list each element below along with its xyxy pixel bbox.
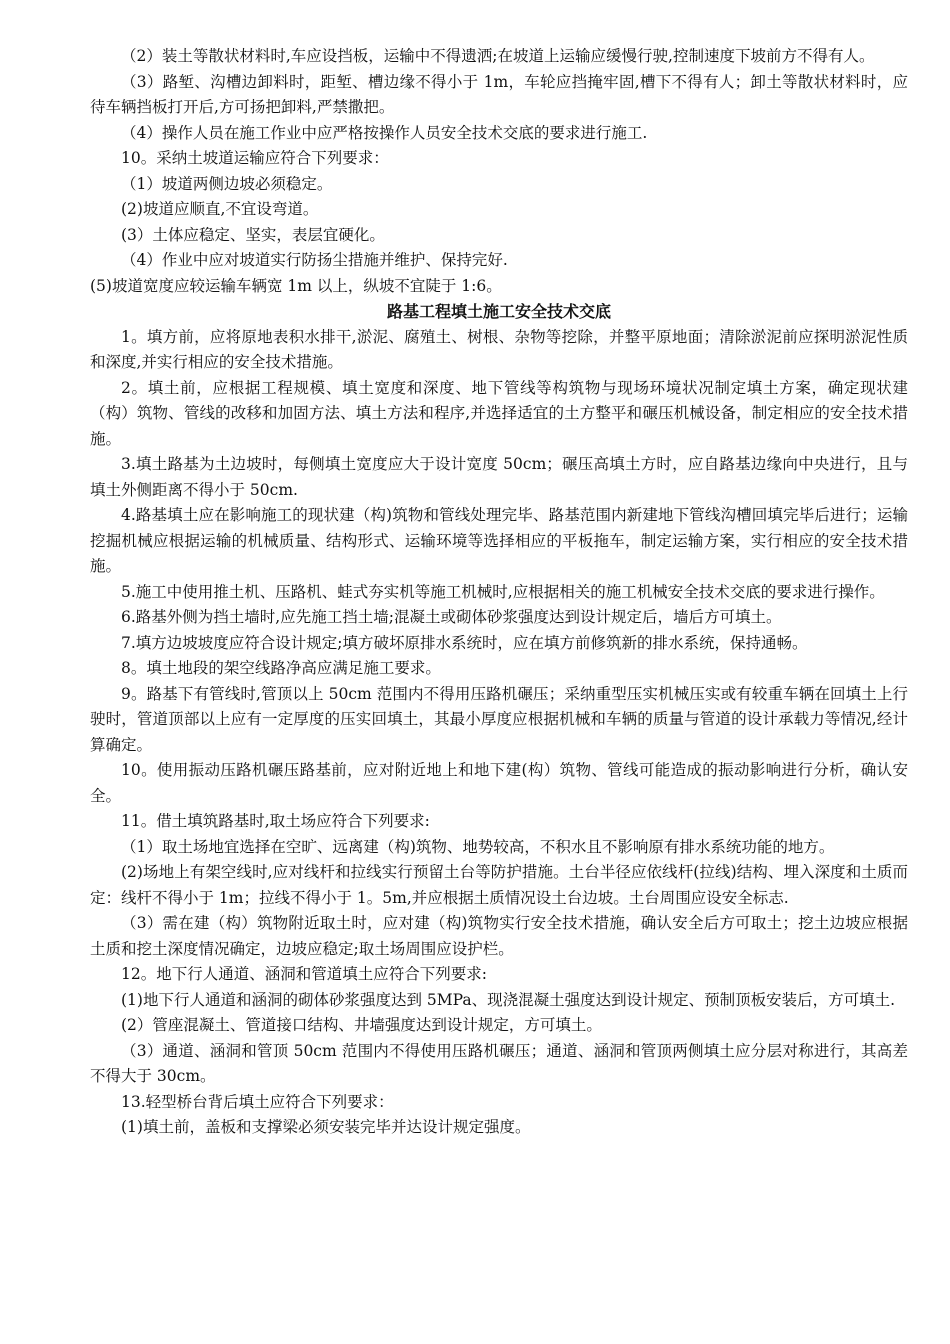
paragraph-ramp-1: （1）坡道两侧边坡必须稳定。 bbox=[121, 174, 333, 193]
paragraph-ramp-4: （4）作业中应对坡道实行防扬尘措施并维护、保持完好. bbox=[121, 251, 508, 269]
paragraph-fill-3: 3.填土路基为土边坡时，每侧填土宽度应大于设计宽度 50cm；碾压高填土方时，应自路基边缘向中央进行，且与填土外侧距离不得小于 50cm. bbox=[90, 455, 908, 499]
paragraph-culvert-1: (1)地下行人通道和涵洞的砌体砂浆强度达到 5MPa、现浇混凝土强度达到设计规定、预制顶板安装后，方可填土. bbox=[121, 990, 896, 1009]
paragraph-clause-10: 10。采纳土坡道运输应符合下列要求： bbox=[121, 149, 389, 167]
paragraph-ramp-5: (5)坡道宽度应较运输车辆宽 1m 以上，纵坡不宜陡于 1:6。 bbox=[90, 276, 502, 295]
paragraph-culvert-3: （3）通道、涵洞和管顶 50cm 范围内不得使用压路机碾压；通道、涵洞和管顶两侧填土应分层对称进行，其高差不得大于 30cm。 bbox=[90, 1041, 908, 1085]
paragraph-fill-7: 7.填方边坡坡度应符合设计规定;填方破坏原排水系统时，应在填方前修筑新的排水系统，保持通畅。 bbox=[121, 633, 808, 652]
paragraph-fill-12: 12。地下行人通道、涵洞和管道填土应符合下列要求: bbox=[121, 965, 487, 983]
paragraph-ramp-2: (2)坡道应顺直,不宜设弯道。 bbox=[121, 200, 319, 218]
paragraph-borrow-1: （1）取土场地宜选择在空旷、远离建（构)筑物、地势较高，不积水且不影响原有排水系统功能的地方。 bbox=[121, 837, 835, 856]
paragraph-item-2: （2）装土等散状材料时,车应设挡板，运输中不得遗洒;在坡道上运输应缓慢行驶,控制速度下坡前方不得有人。 bbox=[121, 47, 875, 65]
document-page bbox=[90, 44, 908, 1141]
paragraph-fill-1: 1。填方前，应将原地表积水排干,淤泥、腐殖土、树根、杂物等挖除，并整平原地面；清除淤泥前应探明淤泥性质和深度,并实行相应的安全技术措施。 bbox=[90, 327, 908, 371]
paragraph-item-4: （4）操作人员在施工作业中应严格按操作人员安全技术交底的要求进行施工. bbox=[121, 123, 648, 142]
paragraph-fill-2: 2。填土前，应根据工程规模、填土宽度和深度、地下管线等构筑物与现场环境状况制定填土方案，确定现状建（构）筑物、管线的改移和加固方法、填土方法和程序,并选择适宜的土方整平和碾压机械设备，制定相应的安全技术措施。 bbox=[90, 378, 908, 448]
paragraph-abutment-1: (1)填土前，盖板和支撑梁必须安装完毕并达设计规定强度。 bbox=[121, 1118, 531, 1136]
paragraph-fill-11: 11。借土填筑路基时,取土场应符合下列要求: bbox=[121, 812, 430, 830]
paragraph-culvert-2: (2）管座混凝土、管道接口结构、井墙强度达到设计规定，方可填土。 bbox=[121, 1016, 602, 1034]
paragraph-ramp-3: (3）土体应稳定、坚实，表层宜硬化。 bbox=[121, 225, 385, 244]
paragraph-borrow-2: (2)场地上有架空线时,应对线杆和拉线实行预留土台等防护措施。土台半径应依线杆(拉线)结构、埋入深度和土质而定：线杆不得小于 1m；拉线不得小于 1。5m,并应根据土质情况设土台边坡。土台周围应设安全标志. bbox=[90, 863, 908, 907]
section-title: 路基工程填土施工安全技术交底 bbox=[386, 302, 611, 321]
paragraph-borrow-3: （3）需在建（构）筑物附近取土时，应对建（构)筑物实行安全技术措施，确认安全后方可取土；挖土边坡应根据土质和挖土深度情况确定，边坡应稳定;取土场周围应设护栏。 bbox=[90, 914, 908, 958]
paragraph-fill-5: 5.施工中使用推土机、压路机、蛙式夯实机等施工机械时,应根据相关的施工机械安全技术交底的要求进行操作。 bbox=[121, 582, 885, 601]
paragraph-fill-9: 9。路基下有管线时,管顶以上 50cm 范围内不得用压路机碾压；采纳重型压实机械压实或有较重车辆在回填土上行驶时，管道顶部以上应有一定厚度的压实回填土，其最小厚度应根据机械和车辆的质量与管道的设计承载力等情况,经计算确定。 bbox=[90, 684, 908, 754]
paragraph-fill-8: 8。填土地段的架空线路净高应满足施工要求。 bbox=[121, 659, 441, 677]
paragraph-fill-10: 10。使用振动压路机碾压路基前，应对附近地上和地下建(构）筑物、管线可能造成的振动影响进行分析，确认安全。 bbox=[90, 761, 908, 805]
paragraph-fill-6: 6.路基外侧为挡土墙时,应先施工挡土墙;混凝土或砌体砂浆强度达到设计规定后，墙后方可填土。 bbox=[121, 608, 782, 626]
paragraph-item-3: （3）路堑、沟槽边卸料时，距堑、槽边缘不得小于 1m，车轮应挡掩牢固,槽下不得有人；卸土等散状材料时，应待车辆挡板打开后,方可扬把卸料,严禁撒把。 bbox=[90, 72, 908, 116]
paragraph-fill-4: 4.路基填土应在影响施工的现状建（构)筑物和管线处理完毕、路基范围内新建地下管线沟槽回填完毕后进行；运输挖掘机械应根据运输的机械质量、结构形式、运输环境等选择相应的平板拖车，制定运输方案，实行相应的安全技术措施。 bbox=[90, 506, 908, 575]
paragraph-fill-13: 13.轻型桥台背后填土应符合下列要求： bbox=[121, 1092, 394, 1111]
